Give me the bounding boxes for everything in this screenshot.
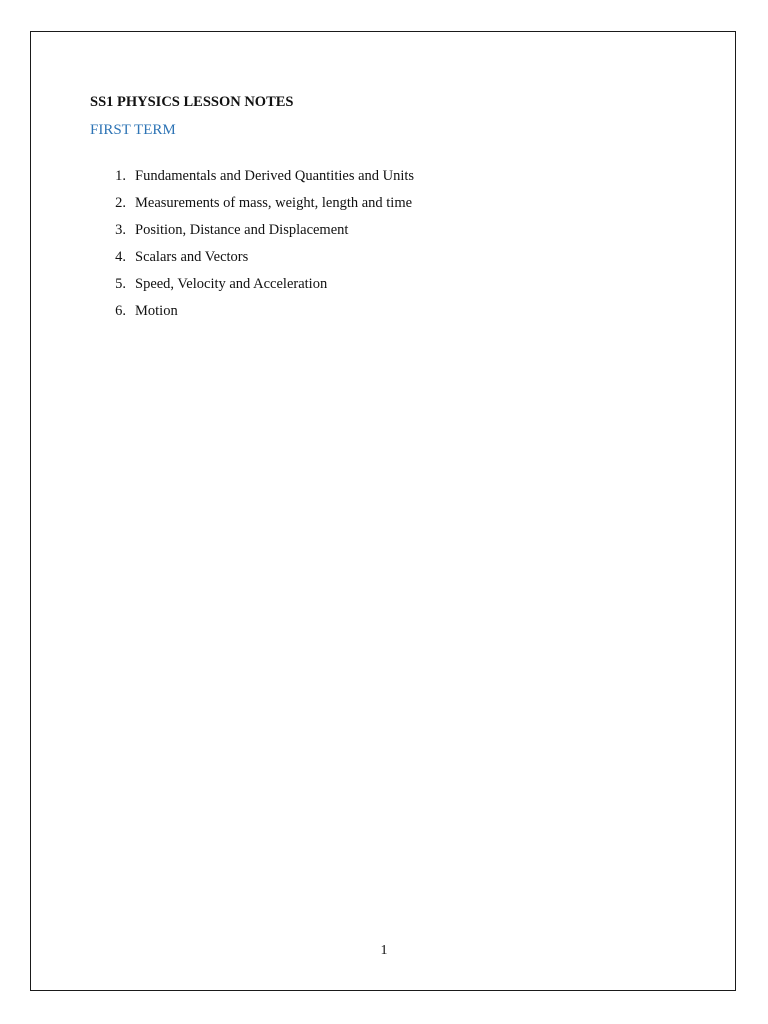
document-page [30, 31, 736, 991]
list-item-text: Motion [135, 303, 178, 319]
page-number: 1 [380, 943, 388, 958]
list-item-number: 6. [115, 303, 126, 319]
list-item-text: Fundamentals and Derived Quantities and Units [135, 168, 415, 184]
list-item-number: 4. [115, 249, 126, 265]
list-item-text: Speed, Velocity and Acceleration [135, 276, 328, 292]
list-item-number: 1. [115, 168, 126, 184]
list-item-text: Scalars and Vectors [135, 249, 249, 265]
list-item-text: Position, Distance and Displacement [135, 222, 349, 238]
list-item-number: 5. [115, 276, 126, 292]
term-heading: FIRST TERM [90, 122, 176, 138]
list-item-number: 2. [115, 195, 126, 211]
list-item-text: Measurements of mass, weight, length and time [135, 195, 413, 211]
list-item-number: 3. [115, 222, 126, 238]
document-title: SS1 PHYSICS LESSON NOTES [90, 94, 294, 110]
